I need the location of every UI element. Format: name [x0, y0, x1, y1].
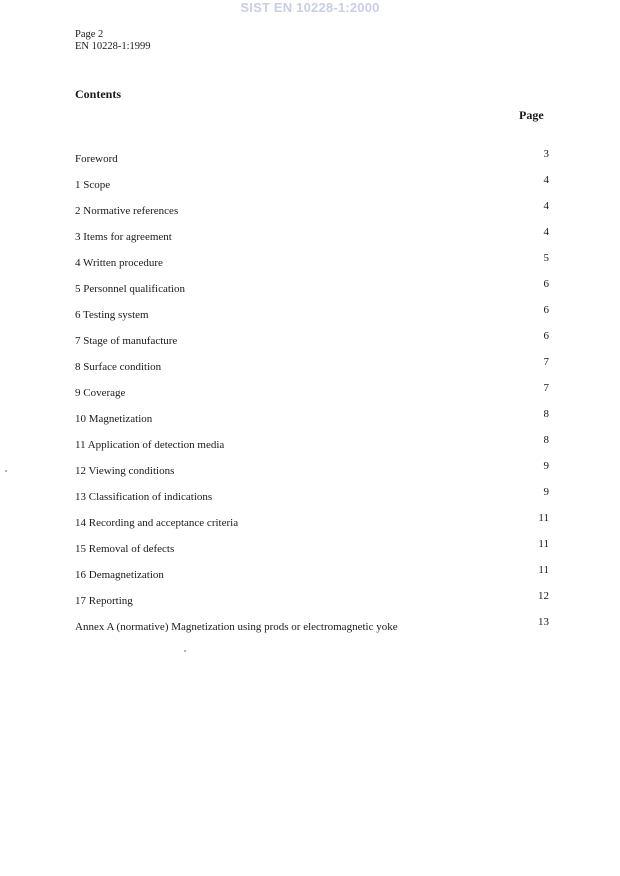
toc-entry-title: 1 Scope	[75, 179, 111, 191]
toc-entry-page: 8	[543, 408, 549, 420]
toc-entry[interactable]	[75, 330, 549, 346]
toc-entry-title: 14 Recording and acceptance criteria	[75, 517, 239, 529]
toc-entry[interactable]	[75, 382, 549, 398]
toc-entry-title: 8 Surface condition	[75, 361, 162, 373]
toc-entry-page: 9	[543, 460, 549, 472]
toc-entry-title: 17 Reporting	[75, 595, 133, 607]
standard-id: EN 10228-1:1999	[75, 41, 151, 52]
toc-entry[interactable]	[75, 512, 549, 528]
toc-entry-page: 8	[543, 434, 549, 446]
toc-entry-title: 7 Stage of manufacture	[75, 335, 178, 347]
toc-entry-page: 6	[543, 330, 549, 342]
toc-entry-title: 13 Classification of indications	[75, 491, 213, 503]
toc-entry-page: 4	[543, 226, 549, 238]
toc-entry-page: 4	[543, 174, 549, 186]
toc-entry-page: 3	[543, 148, 549, 160]
toc-entry-page: 5	[543, 252, 549, 264]
toc-entry-page: 11	[538, 538, 549, 550]
toc-entry[interactable]	[75, 460, 549, 476]
toc-entry[interactable]	[75, 564, 549, 580]
toc-entry-title: 9 Coverage	[75, 387, 126, 399]
toc-entry-page: 6	[543, 278, 549, 290]
toc-entry-title: Annex A (normative) Magnetization using prods or electromagnetic yoke	[75, 621, 398, 633]
toc-entry[interactable]	[75, 590, 549, 606]
toc-entry-title: 6 Testing system	[75, 309, 149, 321]
toc-entry-title: 10 Magnetization	[75, 413, 153, 425]
contents-heading: Contents	[75, 87, 122, 101]
toc-entry-title: 3 Items for agreement	[75, 231, 172, 243]
toc-entry-page: 7	[543, 356, 549, 368]
toc-entry-title: 16 Demagnetization	[75, 569, 164, 581]
toc-entry[interactable]	[75, 356, 549, 372]
toc-entry[interactable]	[75, 408, 549, 424]
toc-entry[interactable]	[75, 434, 549, 450]
toc-entry[interactable]	[75, 304, 549, 320]
toc-entry-title: 2 Normative references	[75, 205, 179, 217]
toc-entry[interactable]	[75, 278, 549, 294]
toc-entry-title: 11 Application of detection media	[75, 439, 225, 451]
toc-entry-page: 4	[543, 200, 549, 212]
toc-entry-page: 11	[538, 512, 549, 524]
toc-entry-page: 11	[538, 564, 549, 576]
toc-entry[interactable]	[75, 200, 549, 216]
toc-entry[interactable]	[75, 486, 549, 502]
toc-entry[interactable]	[75, 538, 549, 554]
toc-entry[interactable]	[75, 174, 549, 190]
toc-entry-title: 12 Viewing conditions	[75, 465, 175, 477]
toc-entry-title: 4 Written procedure	[75, 257, 163, 269]
toc-entry[interactable]	[75, 148, 549, 164]
toc-entry-page: 7	[543, 382, 549, 394]
toc-entry-title: Foreword	[75, 153, 118, 165]
page-number-label: Page 2	[75, 29, 104, 40]
scan-speck	[184, 650, 186, 652]
toc-entry-page: 12	[538, 590, 549, 602]
toc-entry-title: 15 Removal of defects	[75, 543, 175, 555]
page-column-heading: Page	[519, 108, 544, 122]
toc-entry[interactable]	[75, 226, 549, 242]
watermark: SIST EN 10228-1:2000	[240, 0, 380, 15]
toc-entry[interactable]	[75, 252, 549, 268]
toc-entry-title: 5 Personnel qualification	[75, 283, 185, 295]
page-header	[75, 29, 151, 53]
toc-entry-page: 9	[543, 486, 549, 498]
toc-entry[interactable]	[75, 616, 549, 632]
scan-speck	[5, 470, 7, 472]
toc-entry-page: 6	[543, 304, 549, 316]
toc-entry-page: 13	[538, 616, 549, 628]
